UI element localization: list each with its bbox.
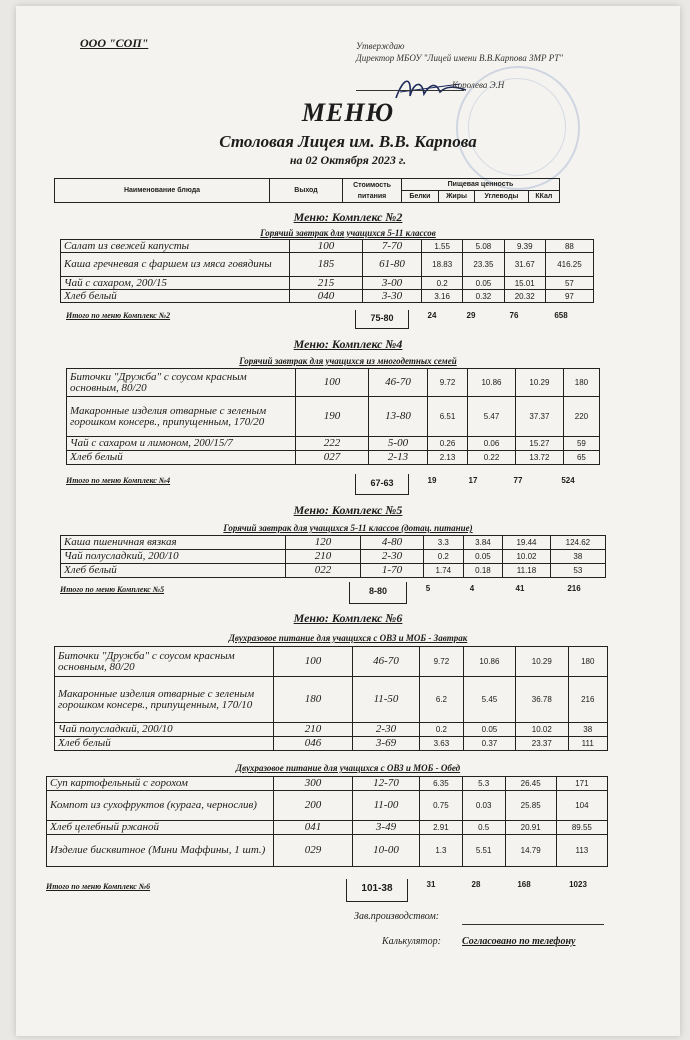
total-carbs-complex4: 77 bbox=[513, 476, 523, 485]
table-row: Хлеб белый 022 1-70 1.74 0.18 11.18 53 bbox=[61, 564, 606, 578]
total-fat-complex2: 29 bbox=[466, 311, 476, 320]
menu-sheet bbox=[16, 6, 680, 1036]
calculator-value: Согласовано по телефону bbox=[462, 936, 576, 947]
header-yield: Выход bbox=[270, 179, 343, 203]
table-row: Биточки "Дружба" с соусом красным основным, 80/20 100 46-70 9.72 10.86 10.29 180 bbox=[55, 647, 608, 677]
table-row: Чай с сахаром, 200/15 215 3-00 0.2 0.05 15.01 57 bbox=[61, 277, 594, 290]
complex2-table bbox=[60, 239, 594, 303]
section-subtitle-complex4: Горячий завтрак для учащихся из многодетных семей bbox=[239, 356, 457, 366]
calculator-label: Калькулятор: bbox=[382, 936, 441, 947]
header-cost: Стоимость питания bbox=[343, 179, 402, 203]
table-row: Компот из сухофруктов (курага, чернослив) 200 11-00 0.75 0.03 25.85 104 bbox=[47, 791, 608, 821]
table-row: Чай полусладкий, 200/10 210 2-30 0.2 0.05 10.02 38 bbox=[55, 723, 608, 737]
total-label-complex5: Итого по меню Комплекс №5 bbox=[60, 585, 165, 594]
signature-line bbox=[356, 90, 464, 91]
menu-date: на 02 Октября 2023 г. bbox=[289, 153, 407, 167]
header-carbs: Углеводы bbox=[475, 191, 528, 203]
complex4-table bbox=[66, 368, 600, 465]
header-name: Наименование блюда bbox=[55, 179, 270, 203]
total-cost-complex4: 67-63 bbox=[355, 474, 409, 495]
table-row: Макаронные изделия отварные с зеленым горошком консерв., припущенным, 170/10 180 11-50 6.2 5.45 36.78 216 bbox=[55, 677, 608, 723]
production-manager-line bbox=[462, 924, 604, 925]
menu-header-table bbox=[54, 178, 560, 203]
org-name: ООО "СОП" bbox=[80, 36, 149, 50]
total-cost-complex6: 101-38 bbox=[346, 879, 408, 902]
total-label-complex4: Итого по меню Комплекс №4 bbox=[66, 476, 171, 485]
approval-line-1: Утверждаю bbox=[356, 41, 405, 51]
total-fat-complex5: 4 bbox=[469, 584, 475, 593]
total-carbs-complex5: 41 bbox=[515, 584, 525, 593]
approval-block bbox=[356, 40, 596, 64]
table-row: Суп картофельный с горохом 300 12-70 6.35 5.3 26.45 171 bbox=[47, 777, 608, 791]
page-subtitle: Столовая Лицея им. В.В. Карпова bbox=[219, 132, 477, 151]
total-cost-complex2: 75-80 bbox=[355, 310, 409, 329]
section-title-complex2: Меню: Комплекс №2 bbox=[293, 210, 403, 224]
total-kcal-complex4: 524 bbox=[561, 476, 575, 485]
header-kcal: ККал bbox=[528, 191, 559, 203]
total-carbs-complex6: 168 bbox=[517, 880, 531, 889]
total-kcal-complex6: 1023 bbox=[569, 880, 587, 889]
total-carbs-complex2: 76 bbox=[509, 311, 519, 320]
table-row: Хлеб белый 046 3-69 3.63 0.37 23.37 111 bbox=[55, 737, 608, 751]
section-subtitle-complex6-breakfast: Двухразовое питание для учащихся с ОВЗ и МОБ - Завтрак bbox=[228, 633, 468, 643]
approver-name: Королева Э.Н bbox=[452, 80, 505, 90]
header-fat: Жиры bbox=[438, 191, 474, 203]
complex6-lunch-table bbox=[46, 776, 608, 867]
production-manager-label: Зав.производством: bbox=[354, 911, 440, 922]
table-row: Хлеб белый 027 2-13 2.13 0.22 13.72 65 bbox=[67, 451, 600, 465]
total-protein-complex5: 5 bbox=[425, 584, 431, 593]
total-label-complex2: Итого по меню Комплекс №2 bbox=[66, 311, 171, 320]
total-kcal-complex5: 216 bbox=[567, 584, 581, 593]
total-protein-complex2: 24 bbox=[427, 311, 437, 320]
section-subtitle-complex2: Горячий завтрак для учащихся 5-11 классов bbox=[260, 228, 436, 238]
total-label-complex6: Итого по меню Комплекс №6 bbox=[46, 882, 151, 891]
total-fat-complex4: 17 bbox=[468, 476, 478, 485]
total-cost-complex5: 8-80 bbox=[349, 582, 407, 604]
page-title: МЕНЮ bbox=[301, 98, 395, 127]
table-row: Каша гречневая с фаршем из мяса говядины 185 61-80 18.83 23.35 31.67 416.25 bbox=[61, 253, 594, 277]
complex6-breakfast-table bbox=[54, 646, 608, 751]
complex5-table bbox=[60, 535, 606, 578]
section-subtitle-complex6-lunch: Двухразовое питание для учащихся с ОВЗ и МОБ - Обед bbox=[235, 763, 461, 773]
header-protein: Белки bbox=[402, 191, 439, 203]
table-row: Изделие бисквитное (Мини Маффины, 1 шт.) 029 10-00 1.3 5.51 14.79 113 bbox=[47, 835, 608, 867]
total-fat-complex6: 28 bbox=[471, 880, 481, 889]
table-row: Хлеб белый 040 3-30 3.16 0.32 20.32 97 bbox=[61, 290, 594, 303]
section-subtitle-complex5: Горячий завтрак для учащихся 5-11 классов (дотац. питание) bbox=[223, 523, 473, 533]
table-row: Хлеб целебный ржаной 041 3-49 2.91 0.5 20.91 89.55 bbox=[47, 821, 608, 835]
section-title-complex4: Меню: Комплекс №4 bbox=[293, 337, 403, 351]
total-protein-complex4: 19 bbox=[427, 476, 437, 485]
table-row: Чай с сахаром и лимоном, 200/15/7 222 5-00 0.26 0.06 15.27 59 bbox=[67, 437, 600, 451]
total-kcal-complex2: 658 bbox=[554, 311, 568, 320]
approval-line-2: Директор МБОУ "Лицей имени В.В.Карпова ЗМР РТ" bbox=[356, 53, 563, 63]
table-row: Макаронные изделия отварные с зеленым горошком консерв., припущенным, 170/20 190 13-80 6.51 5.47 37.37 220 bbox=[67, 397, 600, 437]
section-title-complex6: Меню: Комплекс №6 bbox=[293, 611, 403, 625]
table-row: Биточки "Дружба" с соусом красным основным, 80/20 100 46-70 9.72 10.86 10.29 180 bbox=[67, 369, 600, 397]
table-row: Чай полусладкий, 200/10 210 2-30 0.2 0.05 10.02 38 bbox=[61, 550, 606, 564]
table-row: Салат из свежей капусты 100 7-70 1.55 5.08 9.39 88 bbox=[61, 240, 594, 253]
header-nutrition: Пищевая ценность bbox=[402, 179, 560, 191]
section-title-complex5: Меню: Комплекс №5 bbox=[293, 503, 403, 517]
total-protein-complex6: 31 bbox=[426, 880, 436, 889]
table-row: Каша пшеничная вязкая 120 4-80 3.3 3.84 19.44 124.62 bbox=[61, 536, 606, 550]
